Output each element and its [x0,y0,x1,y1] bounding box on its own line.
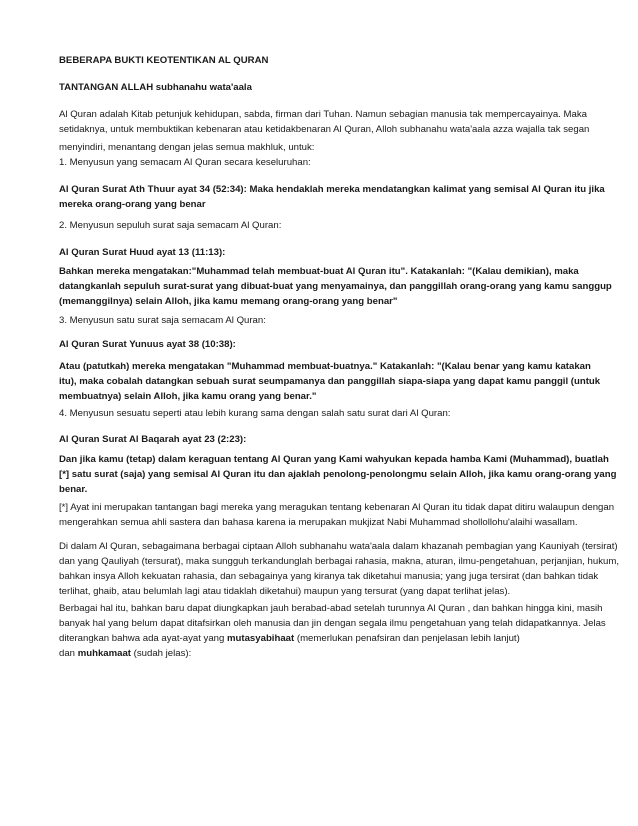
paragraph-line: dan yang Qauliyah (tersurat), maka sungguh terkandunglah berbagai rahasia, makna, aturan, ilmu-pengetahuan, perjanjian, hukum, [59,556,619,567]
term-muhkamaat: muhkamaat [77,648,132,659]
paragraph-line: Berbagai hal itu, bahkan baru dapat diungkapkan jauh berabad-abad setelah turunnya Al Quran , dan bahkan hingga kini, masih [59,603,603,614]
quote-line: (memanggilnya) selain Alloh, jika kamu memang orang-orang yang benar" [59,296,398,307]
document-subtitle: TANTANGAN ALLAH subhanahu wata'aala [59,82,252,93]
intro-line: setidaknya, untuk membuktikan kebenaran atau ketidakbenaran Al Quran, Alloh subhanahu wata'aala azza wajalla tak segan [59,124,590,135]
quote-line: itu), maka cobalah datangkan sebuah surat seumpamanya dan panggillah siapa-siapa yang dapat kamu panggil (untuk [59,376,601,387]
intro-line: menyindiri, menantang dengan jelas semua makhluk, untuk: [59,142,315,153]
quote-line: Dan jika kamu (tetap) dalam keraguan tentang Al Quran yang Kami wahyukan kepada hamba Kami (Muhammad), buatlah [59,454,609,465]
paragraph-line [59,646,591,661]
paragraph-text: (memerlukan penafsiran dan penjelasan lebih lanjut) [294,633,520,644]
term-mutasyabihaat: mutasyabihaat [227,633,295,644]
list-item-3: 3. Menyusun satu surat saja semacam Al Quran: [59,315,266,326]
list-item-2: 2. Menyusun sepuluh surat saja semacam Al Quran: [59,220,282,231]
paragraph-line: terlihat, ghaib, atau belumlah lagi atau tidaklah diketahui) maupun yang tersurat (yang dapat terlihat jelas). [59,586,511,597]
body-paragraph-2 [59,601,606,661]
intro-line: Al Quran adalah Kitab petunjuk kehidupan, sabda, firman dari Tuhan. Namun sebagian manusia tak mempercayainya. Maka [59,109,587,120]
verse-line: mereka orang-orang yang benar [59,199,206,210]
paragraph-text: dan [59,648,78,659]
quote-line: datangkanlah sepuluh surat-surat yang dibuat-buat yang menyamainya, dan panggillah orang-orang yang kamu sanggup [59,281,612,292]
body-paragraph-1 [59,539,619,599]
intro-paragraph [59,107,591,155]
quote-line: [*] satu surat (saja) yang semisal Al Quran itu dan ajaklah penolong-penolongmu selain Alloh, jika kamu orang-orang yang [59,469,617,480]
footnote-line: [*] Ayat ini merupakan tantangan bagi mereka yang meragukan tentang kebenaran Al Quran itu tidak dapat ditiru walaupun dengan [59,502,615,513]
paragraph-text: (sudah jelas): [131,648,192,659]
quote-line: Bahkan mereka mengatakan:"Muhammad telah membuat-buat Al Quran itu". Katakanlah: "(Kalau demikian), maka [59,266,579,277]
verse-reference-1 [59,182,605,212]
quote-line: Atau (patutkah) mereka mengatakan "Muhammad membuat-buatnya." Katakanlah: "(Kalau benar yang kamu katakan [59,361,591,372]
verse-reference-3: Al Quran Surat Yunuus ayat 38 (10:38): [59,339,236,350]
verse-line: Al Quran Surat Ath Thuur ayat 34 (52:34): Maka hendaklah mereka mendatangkan kalimat yang semisal Al Quran itu jika [59,184,605,195]
list-item-1: 1. Menyusun yang semacam Al Quran secara keseluruhan: [59,157,311,168]
quote-line: benar. [59,484,88,495]
paragraph-line: bahkan insya Alloh kekuatan rahasia, dan sebagainya yang kiranya tak diketahui manusia; yang juga tersirat (dan bahkan tidak [59,571,599,582]
verse-quote-3 [59,359,601,404]
verse-reference-4: Al Quran Surat Al Baqarah ayat 23 (2:23): [59,434,247,445]
paragraph-line: banyak hal yang belum dapat ditafsirkan oleh manusia dan jin dengan segala ilmu pengetahuan yang telah didapatkannya. Jelas [59,618,606,629]
list-item-4: 4. Menyusun sesuatu seperti atau lebih kurang sama dengan salah satu surat dari Al Quran: [59,408,451,419]
document-title: BEBERAPA BUKTI KEOTENTIKAN AL QURAN [59,55,269,66]
footnote [59,500,615,530]
paragraph-line [59,631,591,646]
verse-quote-4 [59,452,617,497]
paragraph-line: Di dalam Al Quran, sebagaimana berbagai ciptaan Alloh subhanahu wata'aala dalam khazanah pembagian yang Kauniyah (tersirat) [59,541,618,552]
verse-quote-2 [59,264,612,309]
footnote-line: mengerahkan semua ahli sastera dan bahasa karena ia merupakan mukjizat Nabi Muhammad shollollohu'alaihi wasallam. [59,517,578,528]
paragraph-text: diterangkan bahwa ada ayat-ayat yang [59,633,228,644]
quote-line: membuatnya) selain Alloh, jika kamu orang yang benar." [59,391,317,402]
verse-reference-2: Al Quran Surat Huud ayat 13 (11:13): [59,247,226,258]
